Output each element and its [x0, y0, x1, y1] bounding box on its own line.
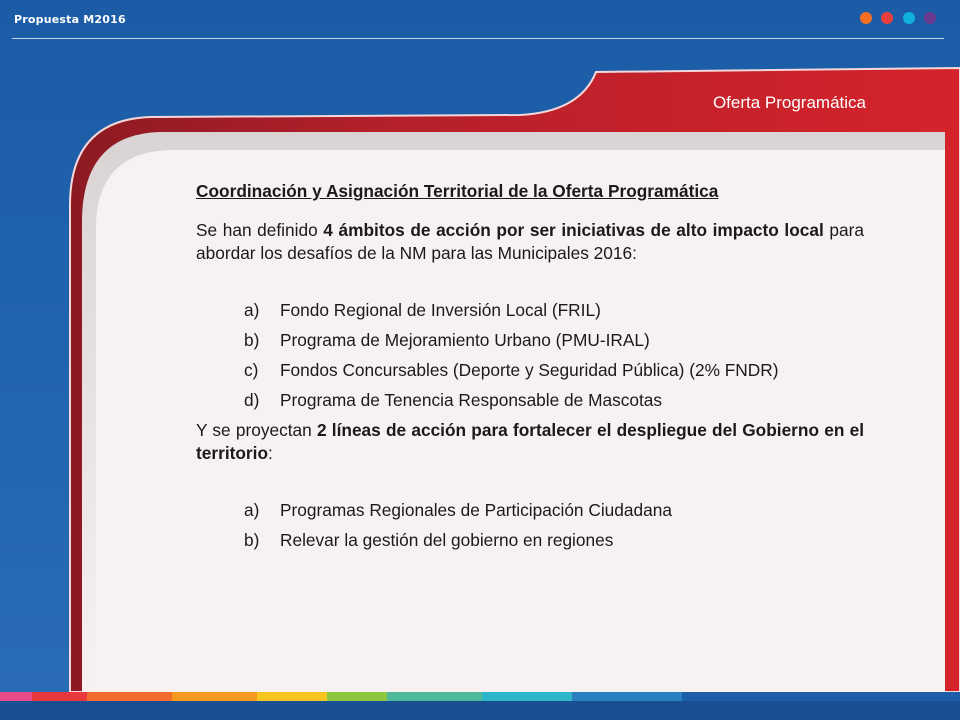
strip-segment: [387, 692, 482, 701]
list-marker: b): [244, 530, 260, 550]
list-item: [244, 329, 864, 352]
strip-segment: [0, 692, 32, 701]
list-item-text: Relevar la gestión del gobierno en regiones: [280, 530, 614, 550]
footer-bar: [0, 701, 960, 720]
list-item-text: Programa de Tenencia Responsable de Mascotas: [280, 390, 663, 410]
strip-segment: [87, 692, 172, 701]
strip-segment: [482, 692, 572, 701]
intro-text-end: para abordar los desafíos de la NM para las Municipales 2016:: [196, 220, 865, 263]
list-marker: c): [244, 360, 259, 380]
action-lines-list: [196, 499, 864, 552]
list-item-text: Fondo Regional de Inversión Local (FRIL): [280, 300, 601, 320]
list-item-text: Programa de Mejoramiento Urbano (PMU-IRAL): [280, 330, 650, 350]
list-marker: a): [244, 500, 260, 520]
strip-segment: [257, 692, 327, 701]
action-areas-list: [196, 299, 864, 412]
list-marker: d): [244, 390, 260, 410]
list-item: [244, 299, 864, 322]
intro-text-start: Se han definido: [196, 220, 324, 240]
list-item: [244, 389, 864, 412]
strip-segment: [172, 692, 257, 701]
lines-text-start: Y se proyectan: [196, 420, 317, 440]
list-item: [244, 499, 864, 522]
section-label: Oferta Programática: [712, 93, 866, 112]
lines-text-bold: 2 líneas de acción para fortalecer el despliegue del Gobierno en el territorio: [196, 420, 864, 463]
main-content: [196, 180, 864, 559]
strip-segment: [572, 692, 682, 701]
intro-text-bold: 4 ámbitos de acción por ser iniciativas de alto impacto local: [323, 220, 824, 240]
list-marker: b): [244, 330, 260, 350]
strip-segment: [327, 692, 387, 701]
lines-text-end: :: [268, 443, 273, 463]
list-item-text: Programas Regionales de Participación Ciudadana: [280, 500, 672, 520]
list-item: [244, 529, 864, 552]
list-marker: a): [244, 300, 260, 320]
strip-segment: [682, 692, 960, 701]
presentation-title: Propuesta M2016: [14, 13, 126, 26]
intro-paragraph: [196, 219, 864, 265]
content-heading: Coordinación y Asignación Territorial de la Oferta Programática: [196, 181, 719, 201]
color-strip: [0, 692, 960, 701]
list-item: [244, 359, 864, 382]
list-item-text: Fondos Concursables (Deporte y Seguridad Pública) (2% FNDR): [280, 360, 779, 380]
strip-segment: [32, 692, 87, 701]
lines-paragraph: [196, 419, 864, 465]
